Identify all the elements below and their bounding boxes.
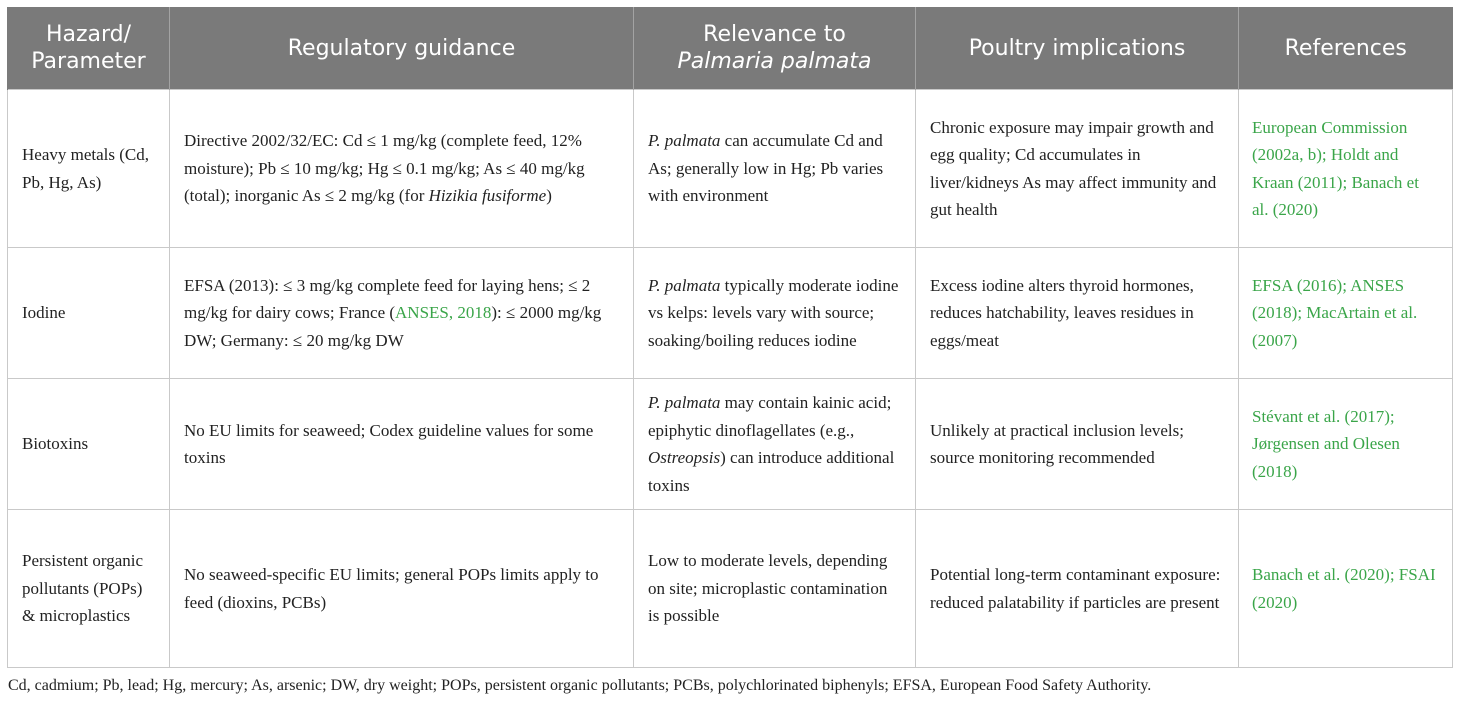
table-row — [8, 379, 1453, 510]
italic-term: Hizikia fusiforme — [428, 186, 547, 206]
cell-text: typically moderate iodine vs kelps: levels vary with source; soaking/boiling reduces iodine — [648, 275, 899, 350]
header-relevance: Relevance to Palmaria palmata — [634, 7, 916, 90]
header-guidance: Regulatory guidance — [170, 7, 634, 90]
header-references: References — [1239, 7, 1453, 90]
table-row — [8, 510, 1453, 668]
header-hazard: Hazard/ Parameter — [8, 7, 170, 90]
italic-term: P. palmata — [648, 393, 721, 412]
cell-text: ) can introduce additional toxins — [648, 448, 895, 495]
italic-term: P. palmata — [648, 131, 721, 151]
reference-link: EFSA (2016); ANSES (2018); MacArtain et al. (2007) — [1252, 275, 1418, 350]
cell-text: Excess iodine alters thyroid hormones, reduces hatchability, leaves residues in eggs/meat — [930, 275, 1194, 350]
poultry-cell — [916, 248, 1239, 379]
reference-link: Banach et al. (2020); FSAI (2020) — [1252, 565, 1436, 612]
poultry-cell — [916, 379, 1239, 510]
guidance-cell — [170, 248, 634, 379]
guidance-cell — [170, 510, 634, 668]
italic-term: Ostreopsis — [648, 448, 721, 467]
cell-text: Directive 2002/32/EC: Cd ≤ 1 mg/kg (complete feed, 12% moisture); Pb ≤ 10 mg/kg; Hg ≤ 0.1 mg/kg; As ≤ 40 mg/kg (total); inorganic As ≤ 2 mg/kg (for — [184, 131, 585, 206]
hazard-cell: Biotoxins — [8, 379, 170, 510]
cell-text: Unlikely at practical inclusion levels; source monitoring recommended — [930, 420, 1184, 467]
cell-text: Potential long-term contaminant exposure: reduced palatability if particles are present — [930, 565, 1221, 612]
references-cell — [1239, 510, 1453, 668]
hazards-table — [7, 7, 1453, 668]
hazard-cell: Persistent organic pollutants (POPs) & microplastics — [8, 510, 170, 668]
hazard-cell: Iodine — [8, 248, 170, 379]
cell-text: Low to moderate levels, depending on site; microplastic contamination is possible — [648, 551, 888, 626]
references-cell — [1239, 90, 1453, 248]
italic-term: P. palmata — [648, 275, 721, 295]
references-cell — [1239, 248, 1453, 379]
cell-text: can accumulate Cd and As; generally low in Hg; Pb varies with environment — [648, 131, 884, 206]
header-row — [8, 7, 1453, 90]
poultry-cell — [916, 510, 1239, 668]
reference-link: ANSES, 2018 — [395, 303, 492, 323]
relevance-cell — [634, 90, 916, 248]
cell-text: Chronic exposure may impair growth and egg quality; Cd accumulates in liver/kidneys As may affect immunity and gut health — [930, 117, 1217, 219]
reference-link: European Commission (2002a, b); Holdt and Kraan (2011); Banach et al. (2020) — [1252, 117, 1419, 219]
references-cell — [1239, 379, 1453, 510]
cell-text: No seaweed-specific EU limits; general POPs limits apply to feed (dioxins, PCBs) — [184, 565, 599, 612]
guidance-cell — [170, 90, 634, 248]
poultry-cell — [916, 90, 1239, 248]
cell-text: ): ≤ 2000 mg/kg DW; Germany: ≤ 20 mg/kg DW — [184, 303, 602, 350]
relevance-cell — [634, 248, 916, 379]
cell-text: EFSA (2013): ≤ 3 mg/kg complete feed for laying hens; ≤ 2 mg/kg for dairy cows; France ( — [184, 275, 591, 323]
header-poultry: Poultry implications — [916, 7, 1239, 90]
table-footnote: Cd, cadmium; Pb, lead; Hg, mercury; As, arsenic; DW, dry weight; POPs, persistent organic pollutants; PCBs, polychlorinated biphenyls; EFSA, European Food Safety Authority. — [8, 677, 1152, 694]
table-row — [8, 90, 1453, 248]
cell-text: ) — [546, 186, 552, 206]
hazard-cell: Heavy metals (Cd, Pb, Hg, As) — [8, 90, 170, 248]
reference-link: Stévant et al. (2017); Jørgensen and Olesen (2018) — [1252, 406, 1400, 481]
cell-text: No EU limits for seaweed; Codex guideline values for some toxins — [184, 420, 594, 467]
cell-text: may contain kainic acid; epiphytic dinoflagellates (e.g., — [648, 393, 892, 440]
guidance-cell — [170, 379, 634, 510]
relevance-cell — [634, 510, 916, 668]
table-row — [8, 248, 1453, 379]
relevance-cell — [634, 379, 916, 510]
